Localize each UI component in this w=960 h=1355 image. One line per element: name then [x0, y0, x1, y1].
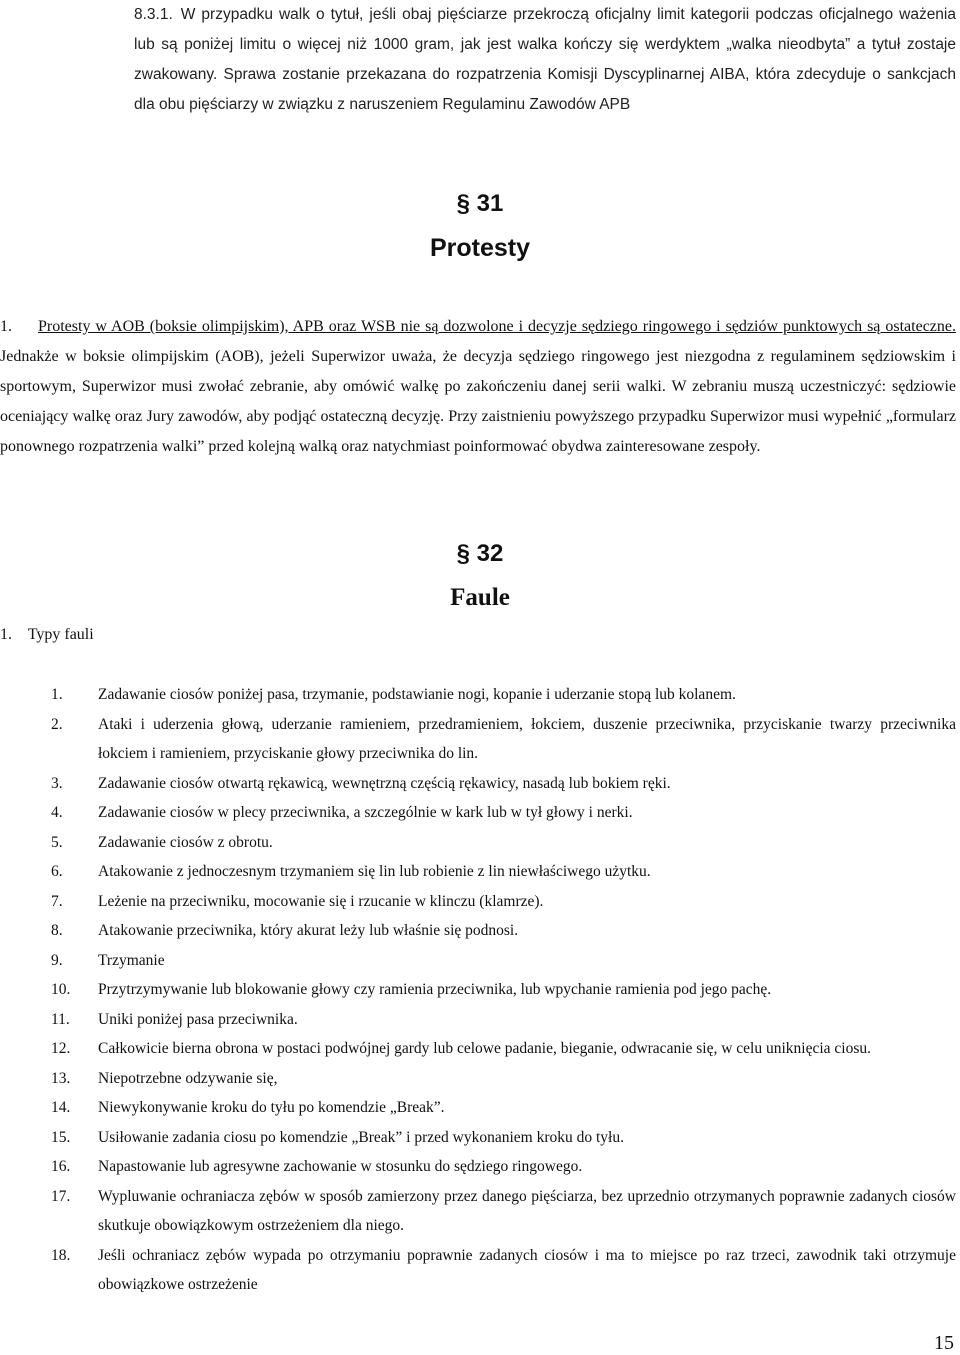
- section-32-title: Faule: [450, 584, 510, 611]
- section-32-heading: [0, 536, 960, 616]
- foul-item-text: Zadawanie ciosów z obrotu.: [98, 833, 273, 851]
- foul-item-text: Zadawanie ciosów poniżej pasa, trzymanie, podstawianie nogi, kopanie i uderzanie stopą lub kolanem.: [98, 686, 736, 703]
- protest-text-part2: Jednakże w boksie olimpijskim (AOB), jeżeli Superwizor uważa, że decyzja sędziego ringowego jest niezgodna z regulaminem sędziowskim i sportowym, Superwizor musi zwołać zebranie, aby omówić walkę po zakończeniu danej serii walki.: [0, 348, 956, 395]
- foul-item-text: Niepotrzebne odzywanie się,: [98, 1069, 278, 1087]
- foul-item-text: Atakowanie przeciwnika, który akurat leży lub właśnie się podnosi.: [98, 922, 519, 939]
- foul-list-item: [0, 769, 960, 799]
- foul-list-item: [0, 1093, 960, 1123]
- foul-list-item: [0, 1064, 960, 1094]
- fouls-types-label: 1. Typy fauli: [0, 626, 94, 643]
- foul-item-number: 9.: [51, 951, 63, 969]
- foul-list-item: [0, 1034, 960, 1064]
- foul-list-item: [0, 710, 960, 769]
- foul-item-text: Napastowanie lub agresywne zachowanie w stosunku do sędziego ringowego.: [98, 1158, 583, 1175]
- foul-item-number: 12.: [51, 1040, 71, 1057]
- foul-item-number: 11.: [51, 1010, 70, 1028]
- foul-item-number: 5.: [51, 833, 63, 851]
- foul-item-text: Atakowanie z jednoczesnym trzymaniem się lin lub robienie z lin niewłaściwego użytku.: [98, 863, 651, 880]
- foul-item-text: Trzymanie: [98, 951, 165, 969]
- protest-text-part4: Przy zaistnieniu powyższego przypadku Superwizor musi wypełnić „formularz ponownego rozpatrzenia walki” przed kolejną walką oraz natychmiast poinformować obydwa zainteresowane zespoły.: [0, 408, 956, 455]
- foul-list-item: [0, 946, 960, 976]
- foul-item-number: 6.: [51, 863, 63, 880]
- foul-list-item: [0, 916, 960, 946]
- protest-number: 1.: [0, 318, 12, 335]
- foul-item-text: Usiłowanie zadania ciosu po komendzie „Break” i przed wykonaniem kroku do tyłu.: [98, 1128, 624, 1146]
- intro-number: 8.3.1.: [134, 6, 173, 23]
- foul-item-number: 4.: [51, 804, 63, 821]
- intro-paragraph: [134, 0, 956, 120]
- foul-item-text: Uniki poniżej pasa przeciwnika.: [98, 1010, 298, 1028]
- foul-list-item: [0, 828, 960, 858]
- foul-item-text: Wypluwanie ochraniacza zębów w sposób zamierzony przez danego pięściarza, bez uprzednio otrzymanych poprawnie zadanych ciosów skutkuje obowiązkowym ostrzeżeniem dla niego.: [98, 1187, 956, 1234]
- foul-item-number: 17.: [51, 1187, 71, 1205]
- foul-item-number: 3.: [51, 774, 63, 792]
- foul-item-number: 8.: [51, 922, 63, 939]
- section-31-heading: [0, 186, 960, 266]
- foul-list-item: [0, 1182, 960, 1241]
- foul-list-item: [0, 1152, 960, 1182]
- foul-list-item: [0, 887, 960, 917]
- foul-list-item: [0, 857, 960, 887]
- protest-text-part1: Protesty w AOB (boksie olimpijskim), APB oraz WSB nie są dozwolone i decyzje sędziego ringowego i sędziów punktowych są ostateczne.: [38, 318, 956, 335]
- foul-item-text: Ataki i uderzenia głową, uderzanie ramieniem, przedramieniem, łokciem, duszenie przeciwnika, przyciskanie twarzy przeciwnika łokciem i ramieniem, przyciskanie głowy przeciwnika do lin.: [98, 715, 956, 762]
- foul-list-item: [0, 1123, 960, 1153]
- foul-item-number: 16.: [51, 1158, 71, 1175]
- section-31-symbol: § 31: [456, 190, 504, 217]
- foul-item-number: 2.: [51, 715, 63, 733]
- protest-text-part3: W zebraniu muszą uczestniczyć: sędziowie oceniający walkę oraz Jury zawodów, aby podjąć ostateczną decyzję.: [0, 378, 957, 425]
- foul-item-text: Przytrzymywanie lub blokowanie głowy czy ramienia przeciwnika, lub wpychanie ramienia pod jego pachę.: [98, 981, 772, 998]
- foul-item-number: 7.: [51, 892, 63, 910]
- foul-list-item: [0, 680, 960, 710]
- foul-item-number: 14.: [51, 1099, 71, 1116]
- foul-item-number: 1.: [51, 686, 63, 703]
- foul-item-number: 15.: [51, 1128, 71, 1146]
- foul-list-item: [0, 975, 960, 1005]
- foul-item-text: Jeśli ochraniacz zębów wypada po otrzymaniu poprawnie zadanych ciosów i ma to miejsce po raz trzeci, zawodnik taki otrzymuje obowiązkowe ostrzeżenie: [98, 1246, 956, 1293]
- foul-item-text: Całkowicie bierna obrona w postaci podwójnej gardy lub celowe padanie, bieganie, odwracanie się, w celu uniknięcia ciosu.: [98, 1040, 872, 1057]
- foul-list-item: [0, 1005, 960, 1035]
- foul-item-text: Zadawanie ciosów w plecy przeciwnika, a szczególnie w kark lub w tył głowy i nerki.: [98, 804, 633, 821]
- foul-item-number: 18.: [51, 1246, 71, 1264]
- foul-item-text: Niewykonywanie kroku do tyłu po komendzie „Break”.: [98, 1099, 445, 1116]
- foul-item-number: 10.: [51, 981, 71, 998]
- intro-text: W przypadku walk o tytuł, jeśli obaj pięściarze przekroczą oficjalny limit kategorii podczas oficjalnego ważenia lub są poniżej limitu o więcej niż 1000 gram, jak jest walka kończy się werdyktem „walka nieodbyta” a tytuł zostaje zwakowany. Sprawa zostanie przekazana do rozpatrzenia Komisji Dyscyplinarnej AIBA, która zdecyduje o sankcjach dla obu pięściarzy w związku z naruszeniem Regulaminu Zawodów APB: [134, 6, 956, 113]
- fouls-list: [0, 680, 960, 1300]
- foul-list-item: [0, 798, 960, 828]
- section-32-symbol: § 32: [456, 540, 504, 567]
- page-number: 15: [934, 1332, 954, 1354]
- section-31-title: Protesty: [429, 234, 531, 262]
- foul-item-text: Leżenie na przeciwniku, mocowanie się i rzucanie w klinczu (klamrze).: [98, 892, 544, 910]
- protest-paragraph: [0, 312, 956, 462]
- foul-item-number: 13.: [51, 1069, 71, 1087]
- foul-item-text: Zadawanie ciosów otwartą rękawicą, wewnętrzną częścią rękawicy, nasadą lub bokiem ręki.: [98, 774, 671, 792]
- foul-list-item: [0, 1241, 960, 1300]
